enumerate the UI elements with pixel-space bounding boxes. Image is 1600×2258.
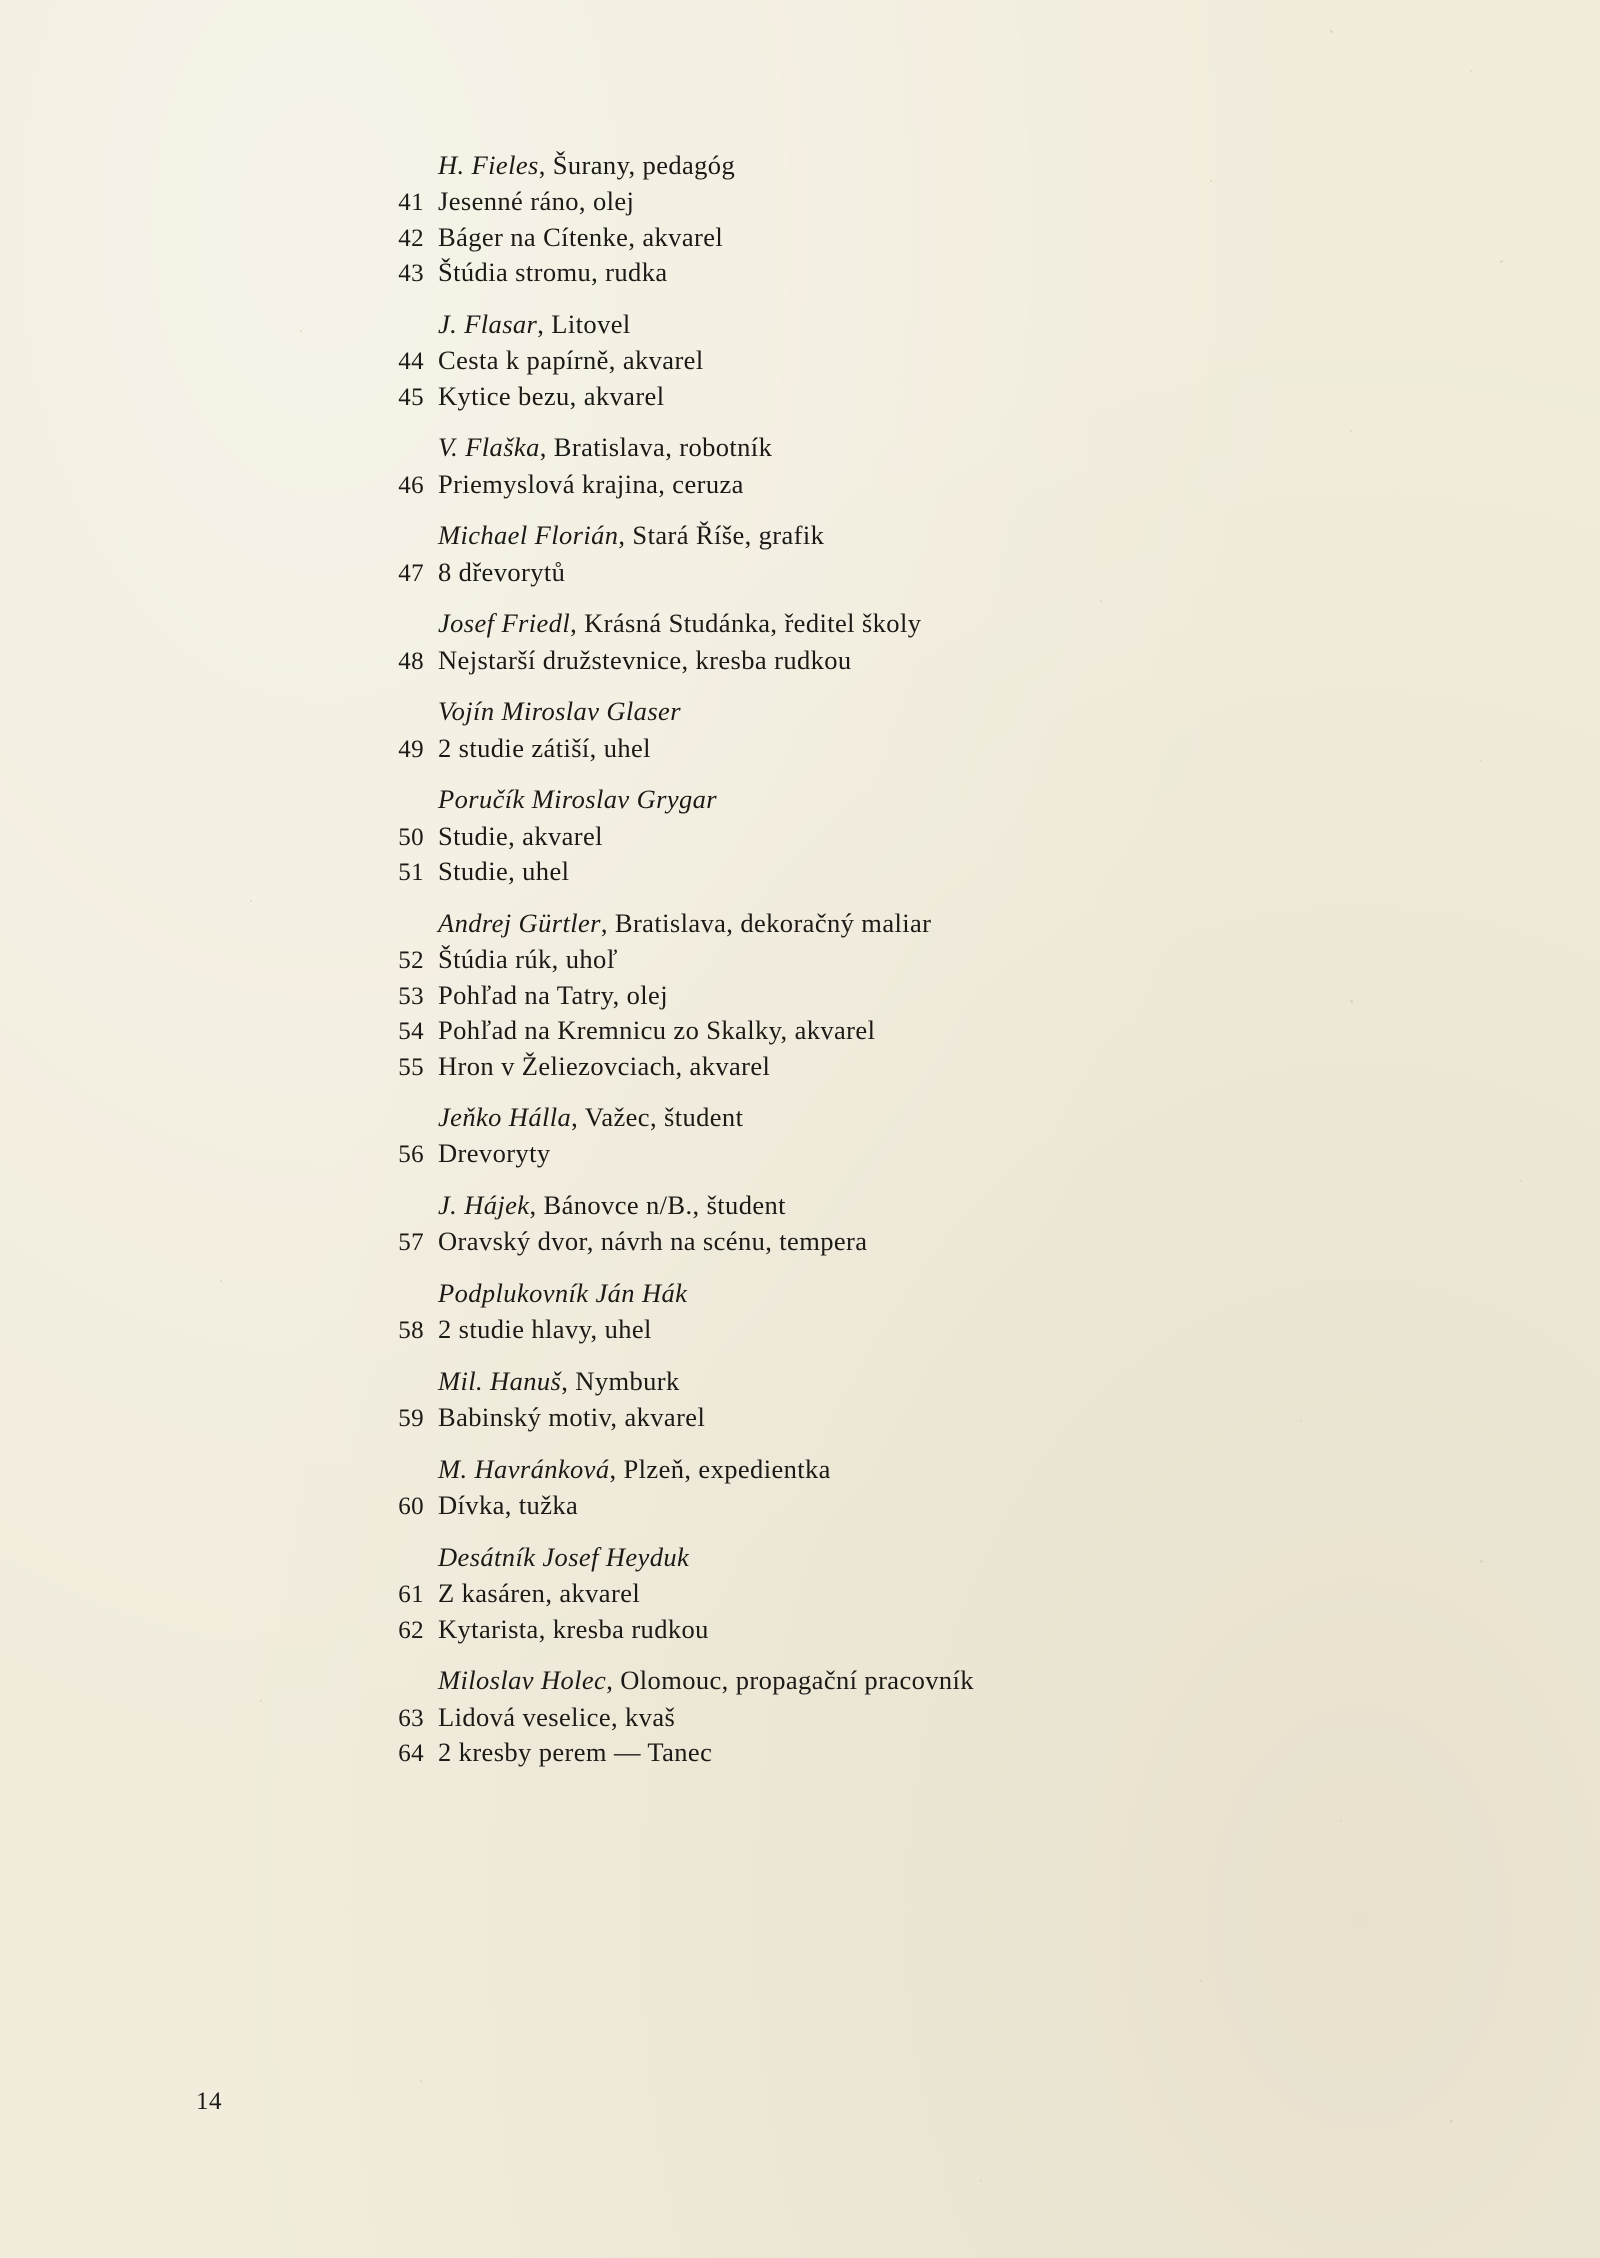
catalogue-item <box>380 1576 1280 1612</box>
catalogue-entry <box>380 1276 1280 1348</box>
catalogue-item-number: 57 <box>398 1229 424 1257</box>
author-details: , Olomouc, propagační pracovník <box>606 1665 974 1696</box>
author-name: M. Havránková <box>438 1453 610 1484</box>
catalogue-item-number: 60 <box>398 1493 424 1521</box>
catalogue-item-number: 43 <box>398 260 424 288</box>
catalogue-item-title: Štúdia stromu, rudka <box>438 257 668 288</box>
catalogue-item <box>380 1400 1280 1436</box>
author-details: , Šurany, pedagóg <box>538 150 736 180</box>
entry-author-line <box>380 1100 1280 1134</box>
catalogue-entry-list <box>380 148 1280 1771</box>
catalogue-item-title: Oravský dvor, návrh na scénu, tempera <box>438 1226 868 1257</box>
paper-speckle <box>1350 1000 1353 1003</box>
catalogue-item <box>380 1735 1280 1771</box>
catalogue-item-number: 47 <box>398 559 424 587</box>
catalogue-item-title: 2 kresby perem — Tanec <box>438 1737 713 1768</box>
paper-speckle <box>1300 1420 1302 1422</box>
catalogue-item <box>380 731 1280 767</box>
catalogue-item-number: 59 <box>398 1405 424 1433</box>
author-name: Andrej Gürtler <box>438 907 601 938</box>
catalogue-item-number: 54 <box>398 1018 424 1045</box>
catalogue-item-title: Jesenné ráno, olej <box>438 186 635 217</box>
paper-speckle <box>1520 1180 1522 1182</box>
paper-speckle <box>300 330 302 332</box>
catalogue-entry <box>380 148 1280 291</box>
catalogue-item-number: 53 <box>398 982 424 1010</box>
catalogue-item <box>380 854 1280 890</box>
author-details: , Nymburk <box>561 1365 680 1396</box>
catalogue-item-number: 52 <box>398 947 424 974</box>
catalogue-item-title: Lidová veselice, kvaš <box>438 1701 676 1732</box>
author-details: , Plzeň, expedientka <box>609 1453 831 1484</box>
entry-author-line <box>380 1364 1280 1398</box>
catalogue-item-number: 41 <box>398 189 424 217</box>
author-name: Mil. Hanuš <box>438 1365 562 1396</box>
entry-author-line <box>380 906 1280 940</box>
entry-author-line <box>380 782 1280 816</box>
paper-speckle <box>1340 1820 1342 1822</box>
paper-speckle <box>980 2180 982 2182</box>
catalogue-item-title: Nejstarší družstevnice, kresba rudkou <box>438 644 852 675</box>
catalogue-item-title: Dívka, tužka <box>438 1490 579 1521</box>
paper-speckle <box>1450 2120 1453 2123</box>
entry-author-line <box>380 1188 1280 1222</box>
author-name: Podplukovník Ján Hák <box>438 1277 688 1308</box>
catalogue-item-number: 63 <box>398 1704 424 1732</box>
catalogue-item-title: Kytarista, kresba rudkou <box>438 1613 709 1644</box>
author-details: , Bratislava, robotník <box>539 432 773 463</box>
author-name: Jeňko Hálla <box>438 1102 572 1132</box>
author-name: Vojín Miroslav Glaser <box>438 696 681 727</box>
author-name: Poručík Miroslav Grygar <box>438 784 718 815</box>
catalogue-item <box>380 1136 1280 1172</box>
catalogue-item-title: Priemyslová krajina, ceruza <box>438 468 744 499</box>
catalogue-entry <box>380 1452 1280 1524</box>
catalogue-item-number: 49 <box>398 735 424 763</box>
author-details: , Litovel <box>537 308 631 339</box>
catalogue-item-number: 50 <box>398 823 424 851</box>
catalogue-item <box>380 379 1280 415</box>
entry-author-line <box>380 694 1280 728</box>
author-details: , Važec, študent <box>571 1102 744 1132</box>
catalogue-item-number: 61 <box>398 1581 424 1609</box>
catalogue-item-title: 2 studie zátiší, uhel <box>438 732 651 763</box>
catalogue-entry <box>380 1540 1280 1647</box>
catalogue-item-title: Báger na Cítenke, akvarel <box>438 221 724 252</box>
paper-speckle <box>1500 260 1503 263</box>
paper-speckle <box>1210 180 1212 182</box>
catalogue-item <box>380 643 1280 679</box>
author-name: Desátník Josef Heyduk <box>438 1541 690 1572</box>
catalogue-item-number: 48 <box>398 647 424 675</box>
page-number: 14 <box>196 2088 222 2115</box>
entry-author-line <box>380 1276 1280 1310</box>
paper-speckle <box>1330 30 1333 33</box>
paper-speckle <box>1350 430 1352 432</box>
catalogue-item <box>380 1224 1280 1260</box>
catalogue-item-number: 64 <box>398 1740 424 1768</box>
paper-speckle <box>260 1700 262 1702</box>
author-name: V. Flaška <box>438 432 540 463</box>
paper-speckle <box>1100 600 1102 602</box>
catalogue-item <box>380 1312 1280 1348</box>
entry-author-line <box>380 430 1280 464</box>
catalogue-item-title: Pohľad na Kremnicu zo Skalky, akvarel <box>438 1015 876 1045</box>
catalogue-item-title: Cesta k papírně, akvarel <box>438 345 704 376</box>
catalogue-item-title: 8 dřevorytů <box>438 556 566 587</box>
author-name: Miloslav Holec <box>438 1665 607 1696</box>
catalogue-item-title: Pohľad na Tatry, olej <box>438 979 668 1010</box>
catalogue-item <box>380 467 1280 503</box>
catalogue-entry <box>380 1100 1280 1172</box>
catalogue-item <box>380 1013 1280 1049</box>
catalogue-item-title: Z kasáren, akvarel <box>438 1578 641 1609</box>
catalogue-item <box>380 255 1280 291</box>
entry-author-line <box>380 518 1280 552</box>
catalogue-entry <box>380 430 1280 502</box>
catalogue-item-number: 45 <box>398 383 424 411</box>
catalogue-item <box>380 1049 1280 1085</box>
catalogue-item <box>380 978 1280 1014</box>
catalogue-item <box>380 819 1280 855</box>
catalogue-item-number: 56 <box>398 1141 424 1169</box>
catalogue-item-title: 2 studie hlavy, uhel <box>438 1314 652 1345</box>
author-name: H. Fieles <box>438 150 539 180</box>
paper-speckle <box>250 900 252 902</box>
catalogue-item-title: Štúdia rúk, uhoľ <box>438 944 618 974</box>
catalogue-item <box>380 343 1280 379</box>
catalogue-item-number: 44 <box>398 348 424 376</box>
entry-author-line <box>380 1540 1280 1574</box>
entry-author-line <box>380 148 1280 182</box>
author-name: Josef Friedl <box>438 608 571 639</box>
catalogue-item-number: 51 <box>398 859 424 887</box>
catalogue-item <box>380 942 1280 978</box>
catalogue-item-title: Studie, akvarel <box>438 820 603 851</box>
catalogue-entry <box>380 518 1280 590</box>
catalogue-entry <box>380 906 1280 1084</box>
author-name: J. Hájek <box>438 1189 530 1220</box>
author-name: J. Flasar <box>438 308 538 339</box>
catalogue-item-number: 55 <box>398 1053 424 1081</box>
catalogue-item-number: 46 <box>398 471 424 499</box>
catalogue-entry <box>380 606 1280 678</box>
catalogue-entry <box>380 307 1280 414</box>
author-details: , Krásná Studánka, ředitel školy <box>570 608 922 639</box>
paper-speckle <box>1470 70 1472 72</box>
catalogue-item-title: Hron v Želiezovciach, akvarel <box>438 1050 771 1081</box>
catalogue-entry <box>380 694 1280 766</box>
author-name: Michael Florián <box>438 520 619 551</box>
paper-speckle <box>1480 760 1482 762</box>
paper-speckle <box>420 2080 422 2082</box>
catalogue-entry <box>380 1663 1280 1770</box>
paper-speckle <box>1480 1560 1483 1563</box>
catalogue-item-number: 62 <box>398 1616 424 1644</box>
entry-author-line <box>380 307 1280 341</box>
entry-author-line <box>380 606 1280 640</box>
catalogue-item-title: Babinský motiv, akvarel <box>438 1402 706 1433</box>
catalogue-entry <box>380 1188 1280 1260</box>
entry-author-line <box>380 1452 1280 1486</box>
author-details: , Bánovce n/B., študent <box>529 1189 786 1220</box>
catalogue-item <box>380 555 1280 591</box>
catalogue-item <box>380 1612 1280 1648</box>
entry-author-line <box>380 1663 1280 1697</box>
catalogue-item-number: 58 <box>398 1317 424 1345</box>
paper-speckle <box>1200 1980 1202 1982</box>
catalogue-item-number: 42 <box>398 224 424 252</box>
catalogue-item <box>380 1488 1280 1524</box>
catalogue-entry <box>380 1364 1280 1436</box>
catalogue-item-title: Studie, uhel <box>438 856 570 887</box>
catalogue-item <box>380 184 1280 220</box>
catalogue-item-title: Kytice bezu, akvarel <box>438 380 665 411</box>
author-details: , Stará Říše, grafik <box>618 520 825 551</box>
catalogue-item <box>380 1700 1280 1736</box>
catalogue-entry <box>380 782 1280 889</box>
catalogue-item <box>380 220 1280 256</box>
paper-speckle <box>220 1280 222 1282</box>
author-details: , Bratislava, dekoračný maliar <box>600 907 932 938</box>
catalogue-item-title: Drevoryty <box>438 1138 551 1169</box>
